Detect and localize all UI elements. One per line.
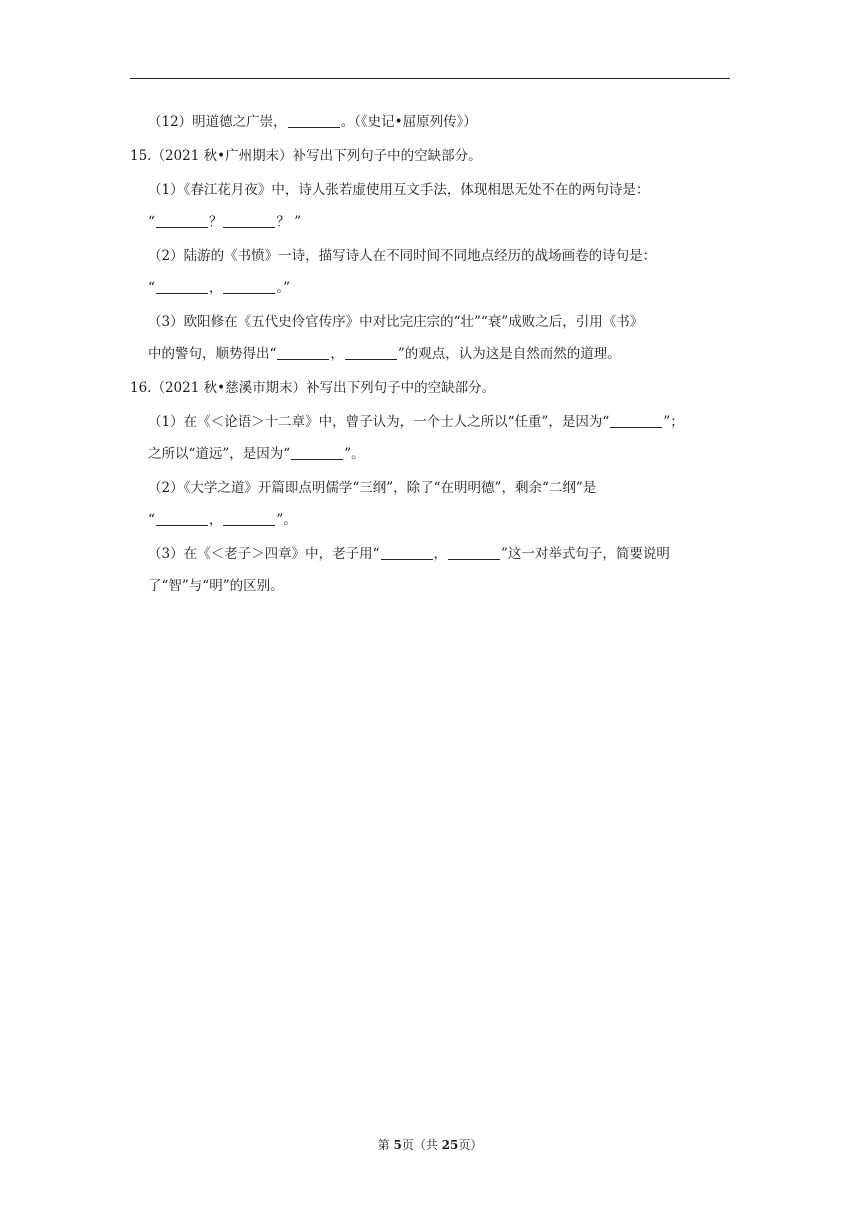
q15-part1-line2: “ ？ ？ ” — [148, 214, 302, 230]
answer-blank[interactable] — [288, 126, 340, 128]
page-total: 25 — [441, 1138, 459, 1152]
answer-blank[interactable] — [381, 558, 433, 560]
answer-blank[interactable] — [610, 426, 662, 428]
q16-part3-line1: （3）在《＜老子＞四章》中，老子用“ ， ”这一对举式句子，简要说明 — [148, 546, 670, 562]
answer-blank[interactable] — [156, 292, 208, 294]
page-footer: 第 5页（共 25页） — [377, 1138, 483, 1152]
q15-part1-line1: （1）《春江花月夜》中，诗人张若虚使用互文手法，体现相思无处不在的两句诗是： — [148, 182, 650, 198]
q12-line: （12）明道德之广崇， 。（《史记•屈原列传》） — [148, 114, 477, 130]
page-number: 5 — [393, 1138, 402, 1152]
q16-part2-line2: “ ， ”。 — [148, 512, 297, 528]
answer-blank[interactable] — [277, 358, 329, 360]
q15-part2-line2: “ ， 。” — [148, 280, 291, 296]
answer-blank[interactable] — [291, 458, 343, 460]
question-15-heading: 15.（2021 秋•广州期末）补写出下列句子中的空缺部分。 — [130, 148, 482, 164]
q16-part1-line1: （1）在《＜论语＞十二章》中，曾子认为，一个士人之所以“任重”，是因为“ ”； — [148, 414, 684, 430]
answer-blank[interactable] — [223, 226, 275, 228]
answer-blank[interactable] — [156, 524, 208, 526]
q15-part2-line1: （2）陆游的《书愤》一诗，描写诗人在不同时间不同地点经历的战场画卷的诗句是： — [148, 248, 657, 264]
answer-blank[interactable] — [448, 558, 500, 560]
q15-part3-line1: （3）欧阳修在《五代史伶官传序》中对比完庄宗的“壮”“衰”成败之后，引用《书》 — [148, 314, 644, 330]
answer-blank[interactable] — [156, 226, 208, 228]
answer-blank[interactable] — [223, 524, 275, 526]
answer-blank[interactable] — [223, 292, 275, 294]
question-16-heading: 16.（2021 秋•慈溪市期末）补写出下列句子中的空缺部分。 — [130, 380, 496, 396]
q16-part2-line1: （2）《大学之道》开篇即点明儒学“三纲”，除了“在明明德”，剩余“二纲”是 — [148, 480, 597, 496]
answer-blank[interactable] — [345, 358, 397, 360]
header-rule — [130, 78, 730, 79]
q16-part1-line2: 之所以“道远”，是因为“ ”。 — [148, 446, 365, 462]
q16-part3-line2: 了“智”与“明”的区别。 — [148, 578, 284, 594]
q15-part3-line2: 中的警句，顺势得出“ ， ”的观点，认为这是自然而然的道理。 — [148, 346, 621, 362]
